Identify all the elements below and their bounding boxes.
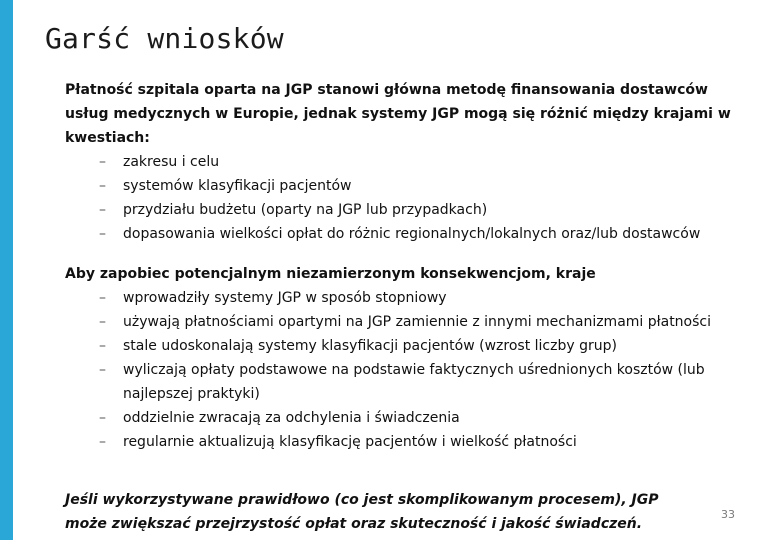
slide-body — [65, 78, 745, 454]
block2 — [65, 262, 745, 454]
dash-bullet: – — [99, 226, 106, 242]
list-item — [65, 358, 745, 406]
dash-bullet: – — [99, 338, 106, 354]
slide-title: Garść wniosków — [45, 22, 284, 55]
list-item-text: dopasowania wielkości opłat do różnic regionalnych/lokalnych oraz/lub dostawców — [123, 226, 701, 242]
list-item — [65, 150, 745, 174]
page-number: 33 — [721, 508, 735, 521]
list-item-text: oddzielnie zwracają za odchylenia i świadczenia — [123, 410, 460, 426]
dash-bullet: – — [99, 314, 106, 330]
dash-bullet: – — [99, 434, 106, 450]
list-item — [65, 310, 745, 334]
block1-list — [65, 150, 745, 246]
dash-bullet: – — [99, 410, 106, 426]
list-item-text: systemów klasyfikacji pacjentów — [123, 178, 352, 194]
list-item-text: wprowadziły systemy JGP w sposób stopniowy — [123, 290, 447, 306]
list-item — [65, 198, 745, 222]
dash-bullet: – — [99, 362, 106, 378]
list-item-text: używają płatnościami opartymi na JGP zamiennie z innymi mechanizmami płatności — [123, 314, 711, 330]
dash-bullet: – — [99, 154, 106, 170]
list-item — [65, 286, 745, 310]
list-item — [65, 430, 745, 454]
block1-intro: Płatność szpitala oparta na JGP stanowi główna metodę finansowania dostawców usług medycznych w Europie, jednak systemy JGP mogą się różnić między krajami w kwestiach: — [65, 82, 731, 146]
list-item-text: zakresu i celu — [123, 154, 220, 170]
list-item — [65, 222, 745, 246]
block2-intro: Aby zapobiec potencjalnym niezamierzonym konsekwencjom, kraje — [65, 266, 596, 282]
dash-bullet: – — [99, 178, 106, 194]
list-item-text: przydziału budżetu (oparty na JGP lub przypadkach) — [123, 202, 488, 218]
left-accent-bar — [0, 0, 13, 540]
list-item-text: wyliczają opłaty podstawowe na podstawie faktycznych uśrednionych kosztów (lub najlepszej praktyki) — [123, 362, 705, 402]
list-item-text: stale udoskonalają systemy klasyfikacji pacjentów (wzrost liczby grup) — [123, 338, 617, 354]
block2-list — [65, 286, 745, 454]
list-item — [65, 406, 745, 430]
dash-bullet: – — [99, 290, 106, 306]
list-item — [65, 334, 745, 358]
list-item — [65, 174, 745, 198]
conclusion-text: Jeśli wykorzystywane prawidłowo (co jest skomplikowanym procesem), JGP może zwiększać przejrzystość opłat oraz skuteczność i jakość świadczeń. — [65, 492, 659, 532]
dash-bullet: – — [99, 202, 106, 218]
list-item-text: regularnie aktualizują klasyfikację pacjentów i wielkość płatności — [123, 434, 577, 450]
